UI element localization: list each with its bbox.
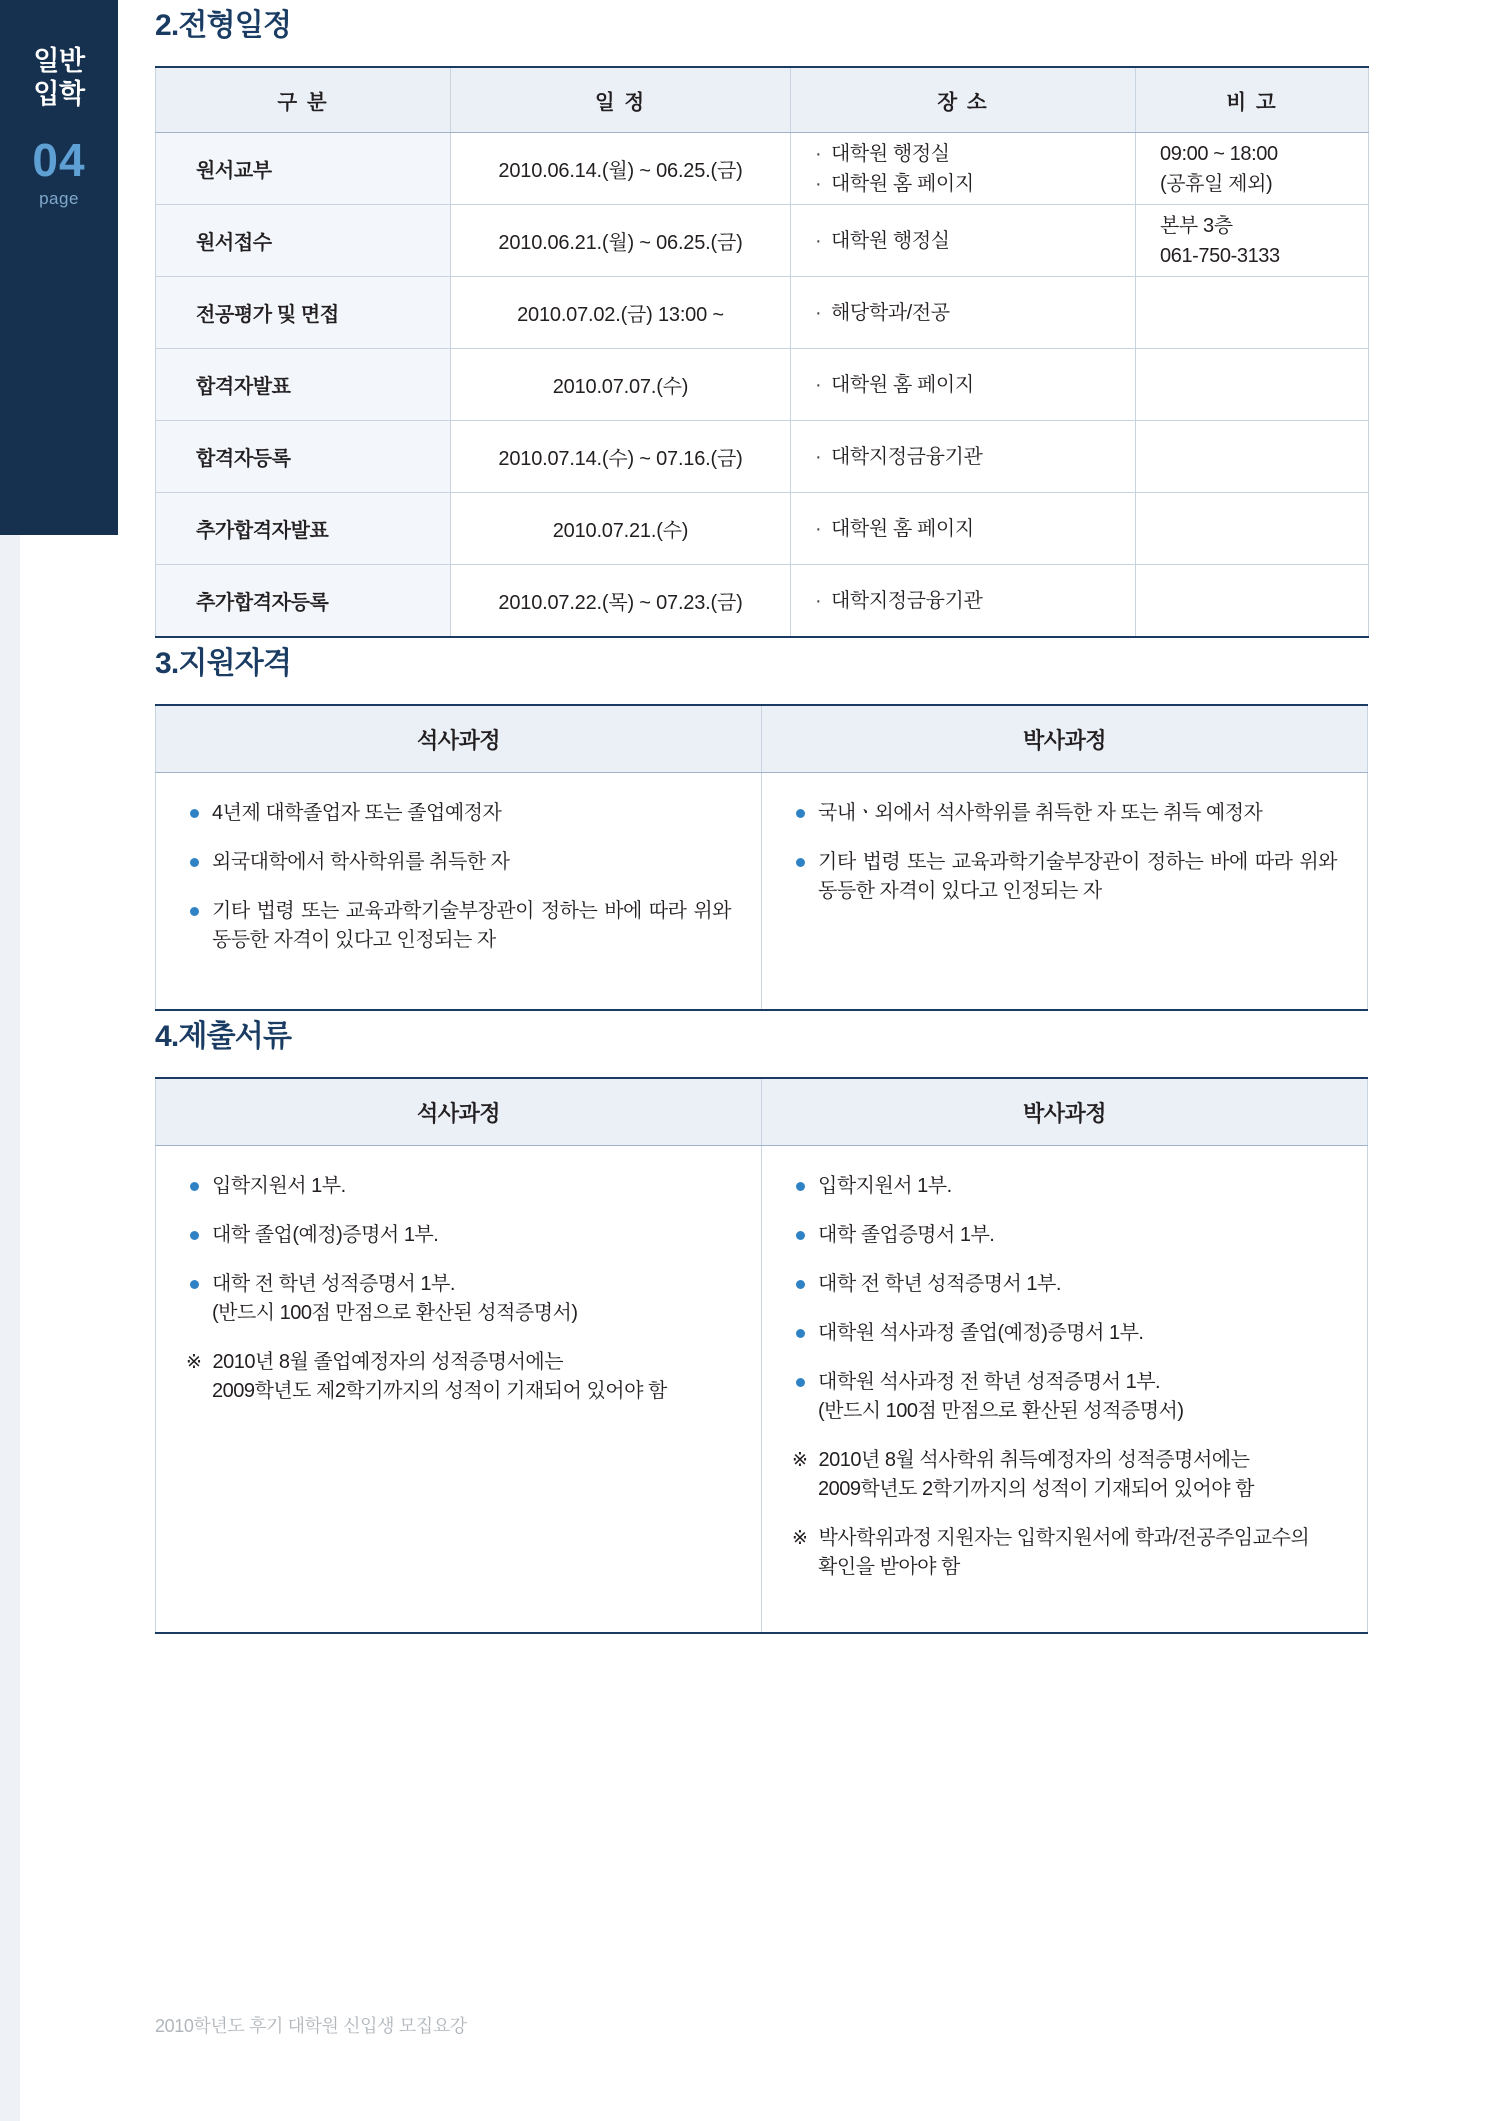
schedule-place-item: · 해당학과/전공 xyxy=(815,298,1135,328)
schedule-kind: 전공평가 및 면접 xyxy=(156,277,451,349)
section-tab-title xyxy=(0,45,118,111)
schedule-note xyxy=(1136,277,1369,349)
schedule-place-item: · 대학원 홈 페이지 xyxy=(815,514,1135,544)
schedule-col-date: 일 정 xyxy=(451,67,791,133)
list-item-note xyxy=(792,1524,1337,1582)
section-tab-title-line2: 입학 xyxy=(33,78,85,109)
schedule-col-note: 비 고 xyxy=(1136,67,1369,133)
qualification-col-masters: 석사과정 xyxy=(156,705,762,773)
schedule-place xyxy=(791,277,1136,349)
documents-col-masters: 석사과정 xyxy=(156,1078,762,1146)
list-item: 기타 법령 또는 교육과학기술부장관이 정하는 바에 따라 위와 동등한 자격이 있다고 인정되는 자 xyxy=(792,848,1337,906)
schedule-date: 2010.06.14.(월) ~ 06.25.(금) xyxy=(451,133,791,205)
section-tab-number: 04 xyxy=(32,133,86,186)
schedule-note-line: (공휴일 제외) xyxy=(1160,172,1273,195)
schedule-note-line: 본부 3층 xyxy=(1160,214,1233,237)
schedule-place-item: · 대학원 홈 페이지 xyxy=(815,370,1135,400)
list-item-text: 2010년 8월 졸업예정자의 성적증명서에는 xyxy=(212,1351,564,1373)
documents-masters-cell xyxy=(156,1146,762,1634)
list-item: 국내ㆍ외에서 석사학위를 취득한 자 또는 취득 예정자 xyxy=(792,799,1337,828)
section-tab-page-label: page xyxy=(39,188,79,208)
schedule-col-place: 장 소 xyxy=(791,67,1136,133)
list-item-subtext: 2009학년도 제2학기까지의 성적이 기재되어 있어야 함 xyxy=(212,1380,667,1402)
page-content xyxy=(155,0,1380,1634)
table-row xyxy=(156,133,1369,205)
schedule-date: 2010.07.07.(수) xyxy=(451,349,791,421)
schedule-place-item: · 대학원 행정실 xyxy=(815,226,1135,256)
schedule-note-line: 09:00 ~ 18:00 xyxy=(1160,142,1278,165)
list-item: 대학 전 학년 성적증명서 1부. xyxy=(792,1270,1337,1299)
documents-col-doctoral: 박사과정 xyxy=(762,1078,1368,1146)
schedule-note xyxy=(1136,493,1369,565)
schedule-date: 2010.07.14.(수) ~ 07.16.(금) xyxy=(451,421,791,493)
qualification-table xyxy=(155,704,1368,1011)
list-item-text: 대학 전 학년 성적증명서 1부. xyxy=(212,1273,455,1295)
documents-doctoral-cell xyxy=(762,1146,1368,1634)
schedule-place-item: · 대학원 행정실 xyxy=(815,139,1135,169)
schedule-note xyxy=(1136,421,1369,493)
documents-doctoral-list xyxy=(792,1172,1337,1582)
schedule-note-line: 061-750-3133 xyxy=(1160,244,1280,267)
list-item: 입학지원서 1부. xyxy=(186,1172,731,1201)
qualification-doctoral-cell xyxy=(762,773,1368,1011)
qualification-doctoral-list xyxy=(792,799,1337,906)
schedule-kind: 추가합격자등록 xyxy=(156,565,451,638)
schedule-place-item: · 대학지정금융기관 xyxy=(815,586,1135,616)
schedule-heading: 2.전형일정 xyxy=(155,9,292,42)
schedule-note xyxy=(1136,205,1369,277)
section-tab xyxy=(0,0,118,535)
schedule-table xyxy=(155,66,1369,638)
list-item: 기타 법령 또는 교육과학기술부장관이 정하는 바에 따라 위와 동등한 자격이 있다고 인정되는 자 xyxy=(186,897,731,955)
list-item-text: 박사학위과정 지원자는 입학지원서에 학과/전공주임교수의 xyxy=(818,1527,1310,1549)
documents-masters-list xyxy=(186,1172,731,1406)
list-item-subtext: 2009학년도 2학기까지의 성적이 기재되어 있어야 함 xyxy=(818,1478,1254,1500)
schedule-date: 2010.07.21.(수) xyxy=(451,493,791,565)
schedule-header-row xyxy=(156,67,1369,133)
qualification-col-doctoral: 박사과정 xyxy=(762,705,1368,773)
table-row xyxy=(156,205,1369,277)
schedule-place-item: · 대학원 홈 페이지 xyxy=(815,169,1135,199)
list-item-subtext: (반드시 100점 만점으로 환산된 성적증명서) xyxy=(818,1400,1184,1422)
list-item: 외국대학에서 학사학위를 취득한 자 xyxy=(186,848,731,877)
schedule-place xyxy=(791,349,1136,421)
schedule-place xyxy=(791,565,1136,638)
qualification-masters-list xyxy=(186,799,731,955)
schedule-note xyxy=(1136,349,1369,421)
table-row xyxy=(156,493,1369,565)
list-item: 대학원 석사과정 졸업(예정)증명서 1부. xyxy=(792,1319,1337,1348)
list-item-subtext: (반드시 100점 만점으로 환산된 성적증명서) xyxy=(212,1302,578,1324)
schedule-kind: 추가합격자발표 xyxy=(156,493,451,565)
documents-header-row xyxy=(156,1078,1368,1146)
schedule-place xyxy=(791,133,1136,205)
qualification-heading: 3.지원자격 xyxy=(155,647,292,680)
table-row xyxy=(156,349,1369,421)
schedule-note xyxy=(1136,133,1369,205)
schedule-place-item: · 대학지정금융기관 xyxy=(815,442,1135,472)
section-tab-title-line1: 일반 xyxy=(33,46,85,76)
schedule-date: 2010.07.22.(목) ~ 07.23.(금) xyxy=(451,565,791,638)
schedule-date: 2010.07.02.(금) 13:00 ~ xyxy=(451,277,791,349)
list-item-subtext: 확인을 받아야 함 xyxy=(818,1556,960,1578)
documents-heading: 4.제출서류 xyxy=(155,1020,292,1053)
list-item: 입학지원서 1부. xyxy=(792,1172,1337,1201)
schedule-place xyxy=(791,493,1136,565)
list-item-text: 대학원 석사과정 전 학년 성적증명서 1부. xyxy=(818,1371,1161,1393)
schedule-note xyxy=(1136,565,1369,638)
documents-table xyxy=(155,1077,1368,1634)
schedule-date: 2010.06.21.(월) ~ 06.25.(금) xyxy=(451,205,791,277)
list-item: 대학 졸업(예정)증명서 1부. xyxy=(186,1221,731,1250)
schedule-kind: 합격자발표 xyxy=(156,349,451,421)
qualification-masters-cell xyxy=(156,773,762,1011)
table-row xyxy=(156,565,1369,638)
list-item-note xyxy=(792,1446,1337,1504)
table-row xyxy=(156,1146,1368,1634)
list-item-text: 2010년 8월 석사학위 취득예정자의 성적증명서에는 xyxy=(818,1449,1250,1471)
schedule-col-kind: 구 분 xyxy=(156,67,451,133)
schedule-place xyxy=(791,421,1136,493)
schedule-kind: 합격자등록 xyxy=(156,421,451,493)
schedule-kind: 원서접수 xyxy=(156,205,451,277)
schedule-place xyxy=(791,205,1136,277)
list-item xyxy=(186,1270,731,1328)
list-item: 4년제 대학졸업자 또는 졸업예정자 xyxy=(186,799,731,828)
list-item xyxy=(792,1368,1337,1426)
qualification-header-row xyxy=(156,705,1368,773)
page-footer: 2010학년도 후기 대학원 신입생 모집요강 xyxy=(155,2016,467,2036)
list-item: 대학 졸업증명서 1부. xyxy=(792,1221,1337,1250)
schedule-kind: 원서교부 xyxy=(156,133,451,205)
table-row xyxy=(156,773,1368,1011)
table-row xyxy=(156,277,1369,349)
list-item-note xyxy=(186,1348,731,1406)
table-row xyxy=(156,421,1369,493)
